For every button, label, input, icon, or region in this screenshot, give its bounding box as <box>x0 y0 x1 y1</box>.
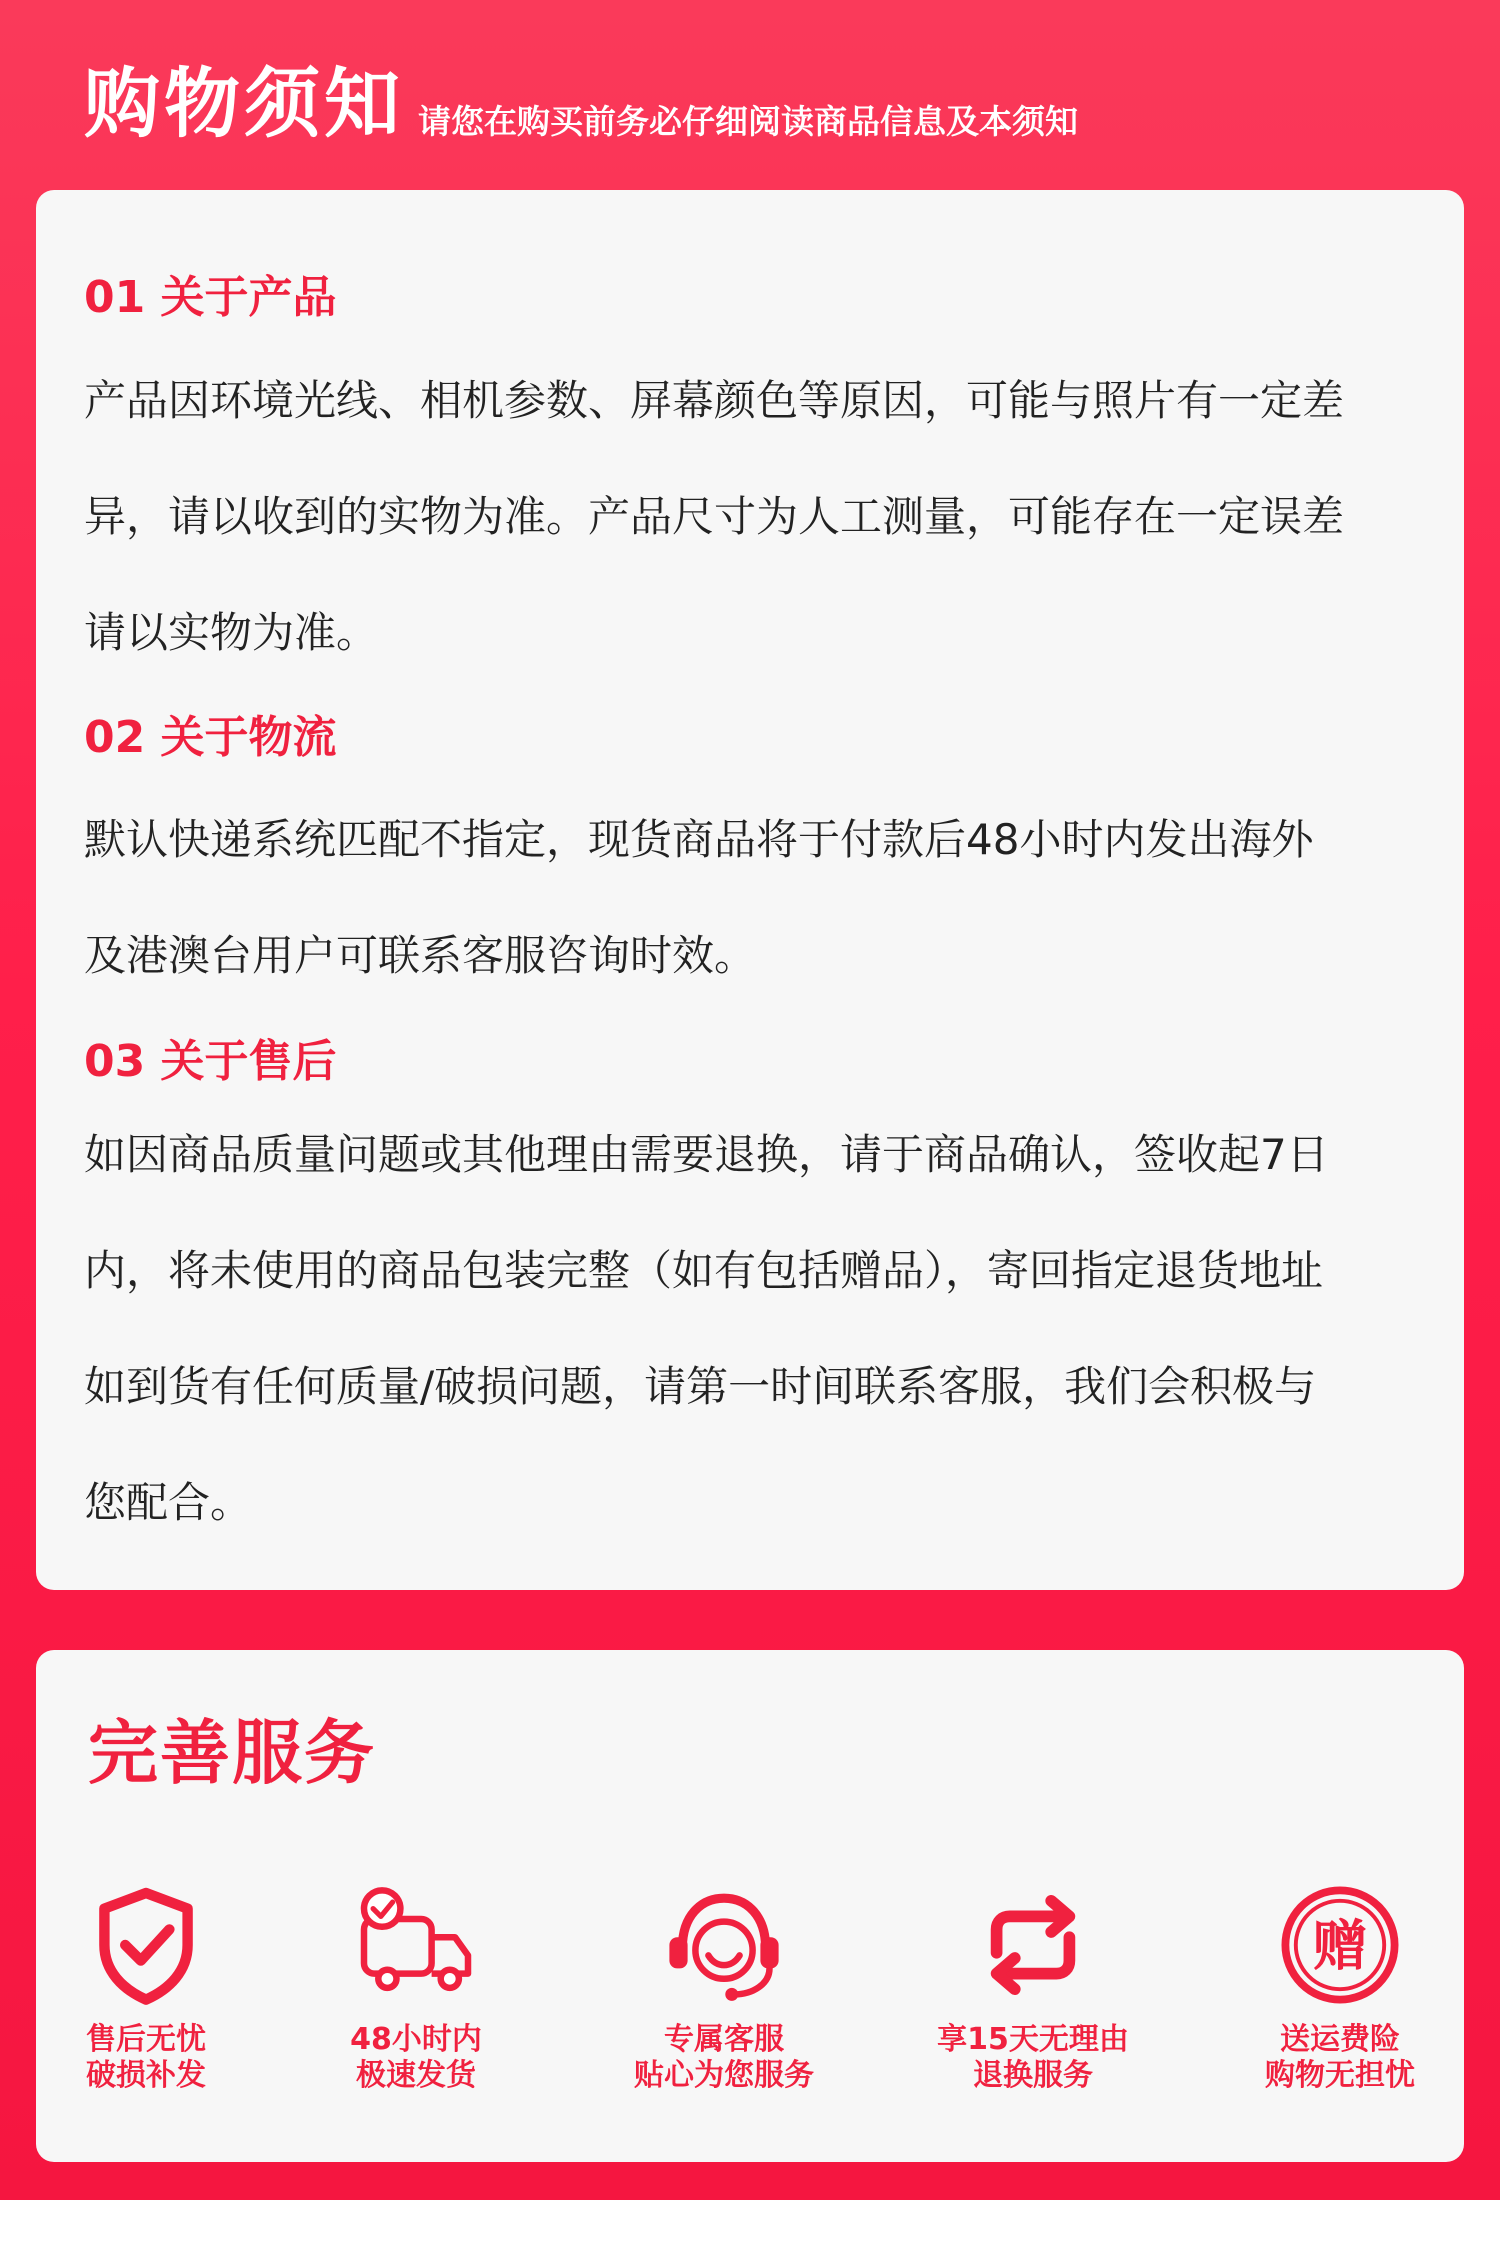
delivery-truck-icon <box>351 1880 481 2010</box>
body-line: 默认快递系统匹配不指定，现货商品将于付款后48小时内发出海外 <box>84 815 1314 864</box>
service-item-customer-service <box>594 1880 854 2094</box>
page-subtitle: 请您在购买前务必仔细阅读商品信息及本须知 <box>418 102 1078 141</box>
section-body-product <box>84 343 1424 691</box>
headset-service-icon <box>659 1880 789 2010</box>
services-title: 完善服务 <box>88 1712 376 1794</box>
service-label: 售后无忧 破损补发 <box>86 2022 206 2093</box>
section-body-aftersale <box>84 1097 1424 1561</box>
section-title-aftersale: 03 关于售后 <box>84 1036 337 1087</box>
body-line: 如因商品质量问题或其他理由需要退换，请于商品确认，签收起7日 <box>84 1130 1329 1179</box>
svg-text:赠: 赠 <box>1312 1913 1368 1978</box>
body-line: 请以实物为准。 <box>84 608 379 657</box>
service-item-return <box>903 1880 1163 2094</box>
service-label: 专属客服 贴心为您服务 <box>634 2022 814 2093</box>
page-header <box>84 52 1078 148</box>
service-item-after-sale <box>16 1880 276 2094</box>
service-item-shipping-insurance <box>1210 1880 1470 2094</box>
section-title-product: 01 关于产品 <box>84 272 337 323</box>
gift-badge-icon <box>1275 1880 1405 2010</box>
body-line: 如到货有任何质量/破损问题，请第一时间联系客服，我们会积极与 <box>84 1362 1317 1411</box>
body-line: 及港澳台用户可联系客服咨询时效。 <box>84 931 757 980</box>
service-item-fast-delivery <box>286 1880 546 2094</box>
exchange-arrows-icon <box>968 1880 1098 2010</box>
section-title-logistics: 02 关于物流 <box>84 712 337 763</box>
service-label: 享15天无理由 退换服务 <box>937 2022 1129 2093</box>
body-line: 内，将未使用的商品包装完整（如有包括赠品），寄回指定退货地址 <box>84 1246 1324 1295</box>
shield-check-icon <box>81 1880 211 2010</box>
body-line: 您配合。 <box>84 1478 253 1527</box>
body-line: 异，请以收到的实物为准。产品尺寸为人工测量，可能存在一定误差 <box>84 492 1345 541</box>
page-title: 购物须知 <box>84 59 404 148</box>
body-line: 产品因环境光线、相机参数、屏幕颜色等原因，可能与照片有一定差 <box>84 376 1345 425</box>
section-body-logistics <box>84 782 1424 1014</box>
service-label: 48小时内 极速发货 <box>350 2022 482 2093</box>
service-label: 送运费险 购物无担忧 <box>1265 2022 1415 2093</box>
